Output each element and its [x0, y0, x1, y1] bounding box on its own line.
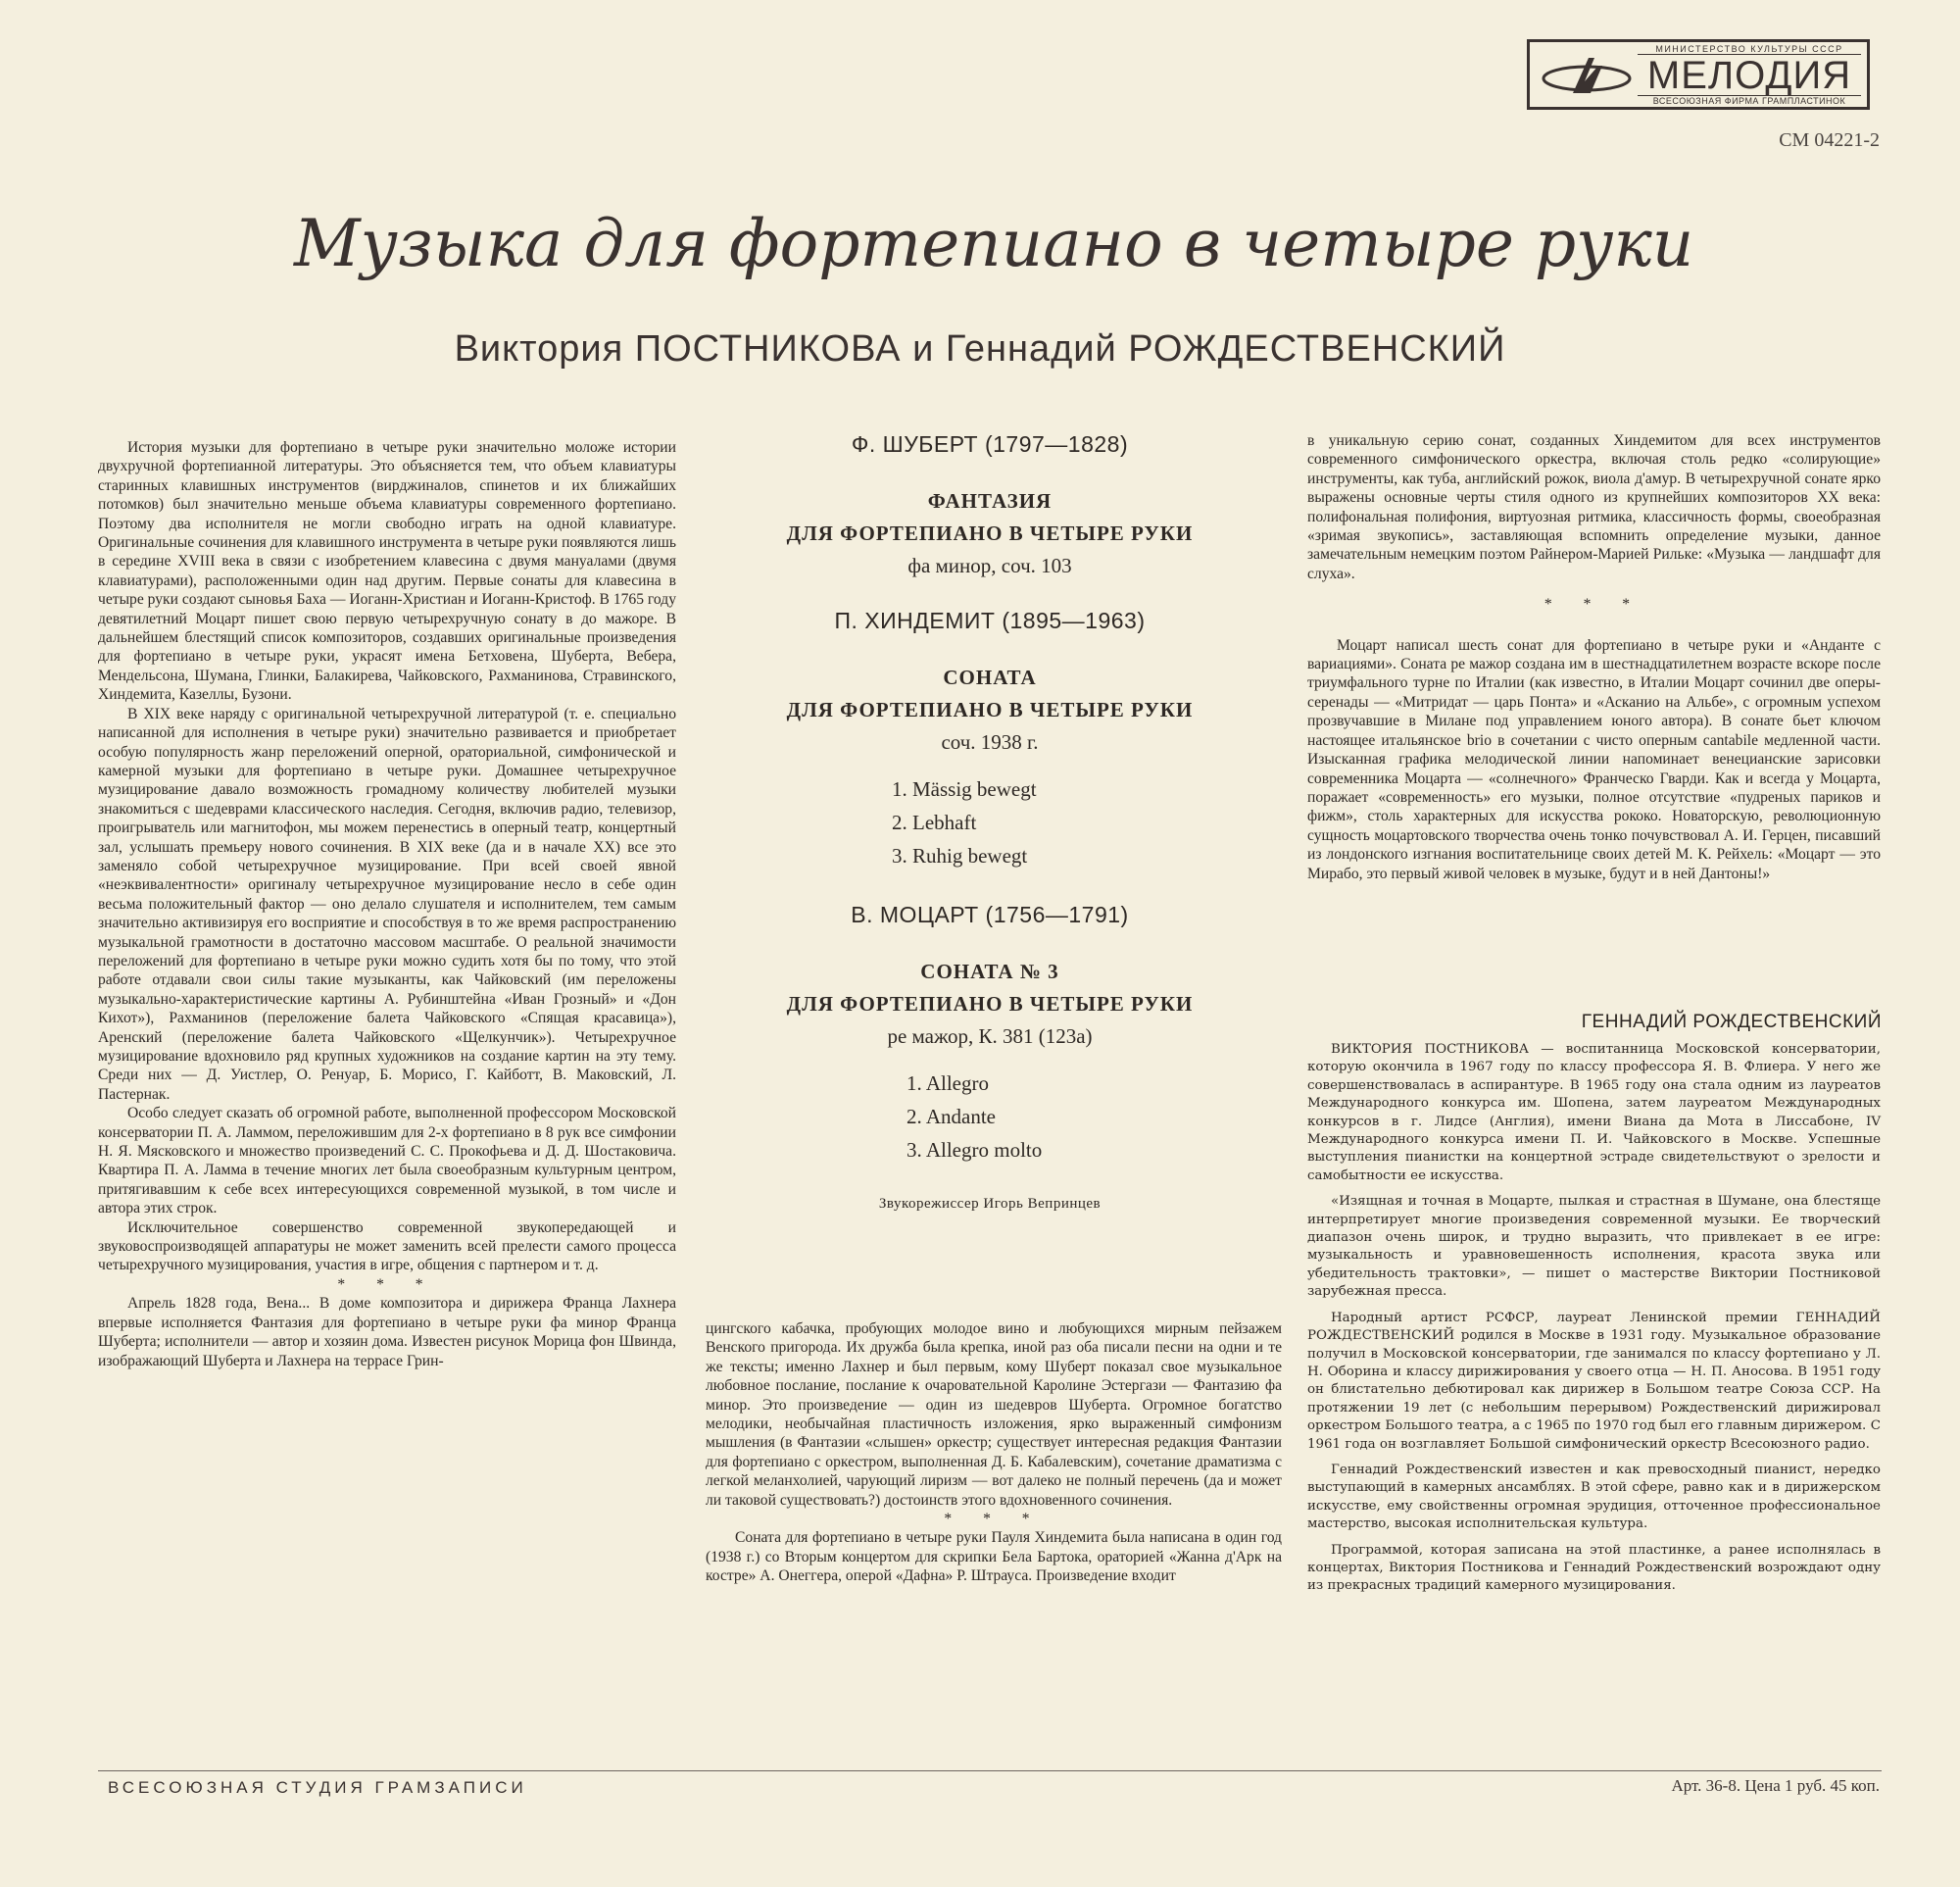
essay-paragraph: Исключительное совершенство современной звукопередающей и звуковоспроизводящей аппаратуры не может заменить всей прелести самого процесса четырехручного музицирования, участия в игре, общения с партнером и т. д.: [98, 1218, 676, 1274]
logo-ministry-text: МИНИСТЕРСТВО КУЛЬТУРЫ СССР: [1638, 44, 1861, 55]
movement-item: 2. Lebhaft: [892, 811, 977, 834]
work-title: СОНАТА № 3: [920, 960, 1059, 983]
composer-name: П. ХИНДЕМИТ (1895—1963): [834, 608, 1146, 633]
movement-item: 3. Ruhig bewegt: [892, 844, 1028, 868]
essay-paragraph: В XIX веке наряду с оригинальной четырехручной литературой (т. е. специально написанной для исполнения в четыре руки) значительно развивается и приобретает особую популярность жанр переложений оперной, ораториальной, симфонической и камерной музыки для фортепиано в четыре руки. Домашнее четырехручное музицирование давало возможность громадному количеству любителей музыки знакомиться с шедеврами классического наследия. Сегодня, включив радио, телевизор, проигрыватель или магнитофон, мы можем перенестись в оперный театр, концертный зал, услышать премьеру нового сочинения. В XIX веке (да и в начале XX) все это заменяло собой четырехручное музицирование. При всей своей явной «неэквивалентности» оригиналу четырехручное музицирование несло в себе один весьма положительный фактор — оно делало слушателя и исполнителем, тем самым значительно активизируя его восприятие и способствуя в то же время распространению музыкальной грамотности в достаточно массовом масштабе. О реальной значимости переложений для фортепиано в четыре руки можно судить хотя бы по тому, что этой работе отдавали свои силы такие музыканты, как Чайковский (им переложены музыкально-характеристические картины А. Рубинштейна «Иван Грозный» и «Дон Кихот»), Рахманинов (переложение балета Чайковского «Спящая красавица»), Аренский (переложение балета Чайковского «Щелкунчик»). Четырехручное музицирование вдохновило ряд крупных художников на создание картин на эту тему. Среди них — Д. Уистлер, О. Ренуар, Б. Морисо, Г. Кайботт, В. Маковский, Л. Пастернак.: [98, 705, 676, 1103]
movement-list: [706, 772, 1274, 872]
performer-biographies: [1307, 1041, 1881, 1596]
work-title: ФАНТАЗИЯ: [927, 489, 1053, 513]
biography-paragraph: ВИКТОРИЯ ПОСТНИКОВА — воспитанница Московской консерватории, которую окончила в 1967 году по классу профессора Я. В. Флиера. У него же совершенствовалась в аспирантуре. В 1965 году она стала одним из лауреатов Международного конкурса им. Шопена, затем лауреатом Международных конкурсов в г. Лидсе (Англия), имени Виана да Мота в Лиссабоне, IV Международного конкурса имени П. И. Чайковского в Москве. Успешные выступления пианистки на концертной эстраде свидетельствуют о зрелости и самобытности ее искусства.: [1307, 1042, 1881, 1183]
essay-paragraph: Апрель 1828 года, Вена... В доме композитора и дирижера Франца Лахнера впервые исполняется Фантазия для фортепиано в четыре руки фа минор Франца Шуберта; исполнители — автор и хозяин дома. Известен рисунок Морица фон Швинда, изображающий Шуберта и Лахнера на террасе Грин-: [98, 1295, 676, 1369]
catalog-number: СМ 04221-2: [1779, 129, 1880, 151]
author-signature: ГЕННАДИЙ РОЖДЕСТВЕНСКИЙ: [1581, 1012, 1882, 1032]
work-title: СОНАТА: [943, 666, 1037, 689]
program-work-hindemith: [706, 608, 1274, 872]
essay-paragraph: в уникальную серию сонат, созданных Хиндемитом для всех инструментов современного симфонического оркестра, включая столь редко «солирующие» инструменты, как туба, английский рожок, виола д'амур. В четырехручной сонате ярко выражены основные черты стиля одного из крупнейших композиторов XX века: полифональная полифония, виртуозная ритмика, классичность формы, своеобразная «зримая звукопись», заставляющая вспомнить определение музыки, данное замечательным немецким поэтом Райнером-Марией Рильке: «Музыка — ландшафт для слуха».: [1307, 432, 1881, 582]
biography-paragraph: Геннадий Рождественский известен и как превосходный пианист, нередко выступающий в камерных ансамблях. В этой сфере, равно как и в дирижерском искусстве, ему свойственны огромная эрудиция, отточенное профессиональное мастерство, высокая исполнительская культура.: [1307, 1462, 1881, 1532]
movement-item: 1. Mässig bewegt: [892, 777, 1037, 801]
section-divider-stars: * * *: [944, 1511, 1044, 1528]
studio-name: ВСЕСОЮЗНАЯ СТУДИЯ ГРАМЗАПИСИ: [108, 1778, 527, 1797]
album-title: Музыка для фортепиано в четыре руки: [294, 206, 1694, 281]
right-column-text: [1307, 431, 1881, 883]
essay-paragraph: Моцарт написал шесть сонат для фортепиано в четыре руки и «Анданте с вариациями». Соната ре мажор создана им в шестнадцатилетнем возрасте вскоре после триумфального турне по Италии (как известно, в Италии Моцарт сочинил две оперы-серенады — «Митридат — царь Понта» и «Асканио на Альбе», с огромным успехом прозвучавшие в Милане под управлением юного автора). В сонате бьет ключом настоящее итальянское brio в сочетании с чисто оперным cantabile медленной части. Изысканная графика мелодической линии напоминает венецианские зарисовки современника Моцарта — «солнечного» Франческо Гварди. Как и всегда у Моцарта, поражает «современность» его музыки, полное отсутствие «пудреных париков и фижм», столь характерных для искусства рококо. Новаторскую, революционную сущность моцартовского творчества очень тонко почувствовал А. И. Герцен, писавший из лондонского изгнания воспитательнице своих детей М. К. Рейхель: «Моцарт — это Мирабо, это первый живой человек в музыке, будут и в ней Дантоны!»: [1307, 636, 1881, 882]
program-list: [706, 431, 1274, 1213]
movement-item: 3. Allegro molto: [906, 1138, 1043, 1162]
essay-paragraph: История музыки для фортепиано в четыре руки значительно моложе истории двухручной фортепианной литературы. Это объясняется тем, что объем клавиатуры старинных клавишных инструментов (вирджиналов, спинетов и их ближайших потомков) был значительно меньше объема клавиатуры современного фортепиано. Поэтому два исполнителя не могли свободно играть на одной клавиатуре. Оригинальные сочинения для клавишного инструмента в четыре руки появляются лишь в середине XVIII века в связи с изобретением клавесина с двумя мануалами (двумя клавиатурами), расположенными один над другим. Первые сонаты для клавесина в четыре руки создают сыновья Баха — Иоганн-Христиан и Иоганн-Кристоф. В 1765 году девятилетний Моцарт пишет свою первую четырехручную сонату в до мажоре. В дальнейшем блестящий список композиторов, создавших оригинальные произведения для фортепиано в четыре руки, украсят имена Бетховена, Шуберта, Вебера, Мендельсона, Шумана, Глинки, Балакирева, Чайковского, Рахманинова, Стравинского, Хиндемита, Казеллы, Бузони.: [98, 439, 677, 704]
movement-item: 1. Allegro: [906, 1071, 989, 1095]
sound-engineer-credit: Звукорежиссер Игорь Вепринцев: [878, 1196, 1102, 1212]
melodiya-logo: [1527, 39, 1870, 110]
work-key-opus: соч. 1938 г.: [941, 730, 1039, 754]
closing-paragraph: Программой, которая записана на этой пластинке, а ранее исполнялась в концертах, Виктория Постникова и Геннадий Рождественский возрождают одну из прекрасных традиций камерного музицирования.: [1307, 1542, 1881, 1594]
biography-paragraph: Народный артист РСФСР, лауреат Ленинской премии ГЕННАДИЙ РОЖДЕСТВЕНСКИЙ родился в Москве в 1931 году. Музыкальное образование получил в Московской консерватории, где занимался по классу фортепиано у Л. Н. Оборина и классу дирижирования у своего отца — Н. П. Аносова. В 1951 году он блистательно дебютировал как дирижер в Большом театре Союза ССР. На протяжении 19 лет (с небольшим перерывом) Рождественский дирижировал оркестром Большого театра, а с 1965 по 1970 год был его главным дирижером. С 1961 года он возглавляет Большой симфонический оркестр Всесоюзного радио.: [1307, 1310, 1881, 1452]
press-quote-paragraph: «Изящная и точная в Моцарте, пылкая и страстная в Шумане, она блестяще интерпретирует многие произведения современной музыки. Ее творческий диапазон очень широк, и трудно выразить, что привлекает в ее игре: музыкальность и уравновешенность исполнения, красота звука или убедительность трактовки», — пишет о мастерстве Виктории Постниковой зарубежная пресса.: [1307, 1194, 1881, 1300]
work-title-instrumentation: ДЛЯ ФОРТЕПИАНО В ЧЕТЫРЕ РУКИ: [786, 521, 1194, 545]
melodiya-emblem-icon: [1538, 52, 1636, 101]
work-key-opus: ре мажор, К. 381 (123а): [887, 1024, 1093, 1048]
work-title-instrumentation: ДЛЯ ФОРТЕПИАНО В ЧЕТЫРЕ РУКИ: [786, 992, 1194, 1016]
section-divider-stars: * * *: [1544, 596, 1644, 614]
movement-item: 2. Andante: [906, 1105, 996, 1128]
left-column-text: [98, 438, 676, 1370]
program-work-schubert: [706, 431, 1274, 582]
performers-line: Виктория ПОСТНИКОВА и Геннадий РОЖДЕСТВЕНСКИЙ: [454, 328, 1506, 370]
movement-list: [706, 1067, 1274, 1167]
composer-name: Ф. ШУБЕРТ (1797—1828): [851, 431, 1129, 457]
section-divider-stars: * * *: [337, 1275, 437, 1293]
footer-divider: [98, 1770, 1882, 1771]
logo-firm-text: ВСЕСОЮЗНАЯ ФИРМА ГРАМПЛАСТИНОК: [1638, 95, 1861, 106]
essay-paragraph: цингского кабачка, пробующих молодое вино и любующихся мирным пейзажем Венского пригорода. Их дружба была крепка, иной раз оба писали песни на одни и те же тексты; именно Лахнер и был первым, кому Шуберт показал свое музыкальное любовное послание, послание к очаровательной Каролине Эстергази — Фантазию фа минор. Это произведение — один из шедевров Шуберта. Огромное богатство мелодики, необычайная пластичность изложения, ярко выраженный симфонизм мышления (в Фантазии «слышен» оркестр; существует интересная редакция Фантазии для фортепиано с оркестром, выполненная Д. Б. Кабалевским), сочетание драматизма с легкой меланхолией, чарующий лиризм — вот далеко не полный перечень (да и может ли таковой существовать?) достоинств этого вдохновенного сочинения.: [706, 1320, 1282, 1509]
essay-paragraph: Особо следует сказать об огромной работе, выполненной профессором Московской консерватории П. А. Ламмом, переложившим для 2-х фортепиано в 8 рук все симфонии Н. Я. Мясковского и множество произведений С. С. Прокофьева и Д. Д. Шостаковича. Квартира П. А. Ламма в течение многих лет была своеобразным культурным центром, притягивавшим к себе всех интересующихся современной музыкой, в том числе и автора этих строк.: [98, 1105, 676, 1217]
price-info: Арт. 36-8. Цена 1 руб. 45 коп.: [1671, 1776, 1880, 1795]
work-key-opus: фа минор, соч. 103: [907, 554, 1072, 577]
middle-column-text: [706, 1319, 1282, 1586]
program-work-mozart: [706, 902, 1274, 1167]
work-title-instrumentation: ДЛЯ ФОРТЕПИАНО В ЧЕТЫРЕ РУКИ: [786, 698, 1194, 721]
composer-name: В. МОЦАРТ (1756—1791): [851, 902, 1129, 927]
logo-brand-name: МЕЛОДИЯ: [1646, 55, 1852, 96]
essay-paragraph: Соната для фортепиано в четыре руки Пауля Хиндемита была написана в один год (1938 г.) со Вторым концертом для скрипки Бела Бартока, ораторией «Жанна д'Арк на костре» А. Онеггера, оперой «Дафна» Р. Штрауса. Произведение входит: [706, 1529, 1282, 1585]
